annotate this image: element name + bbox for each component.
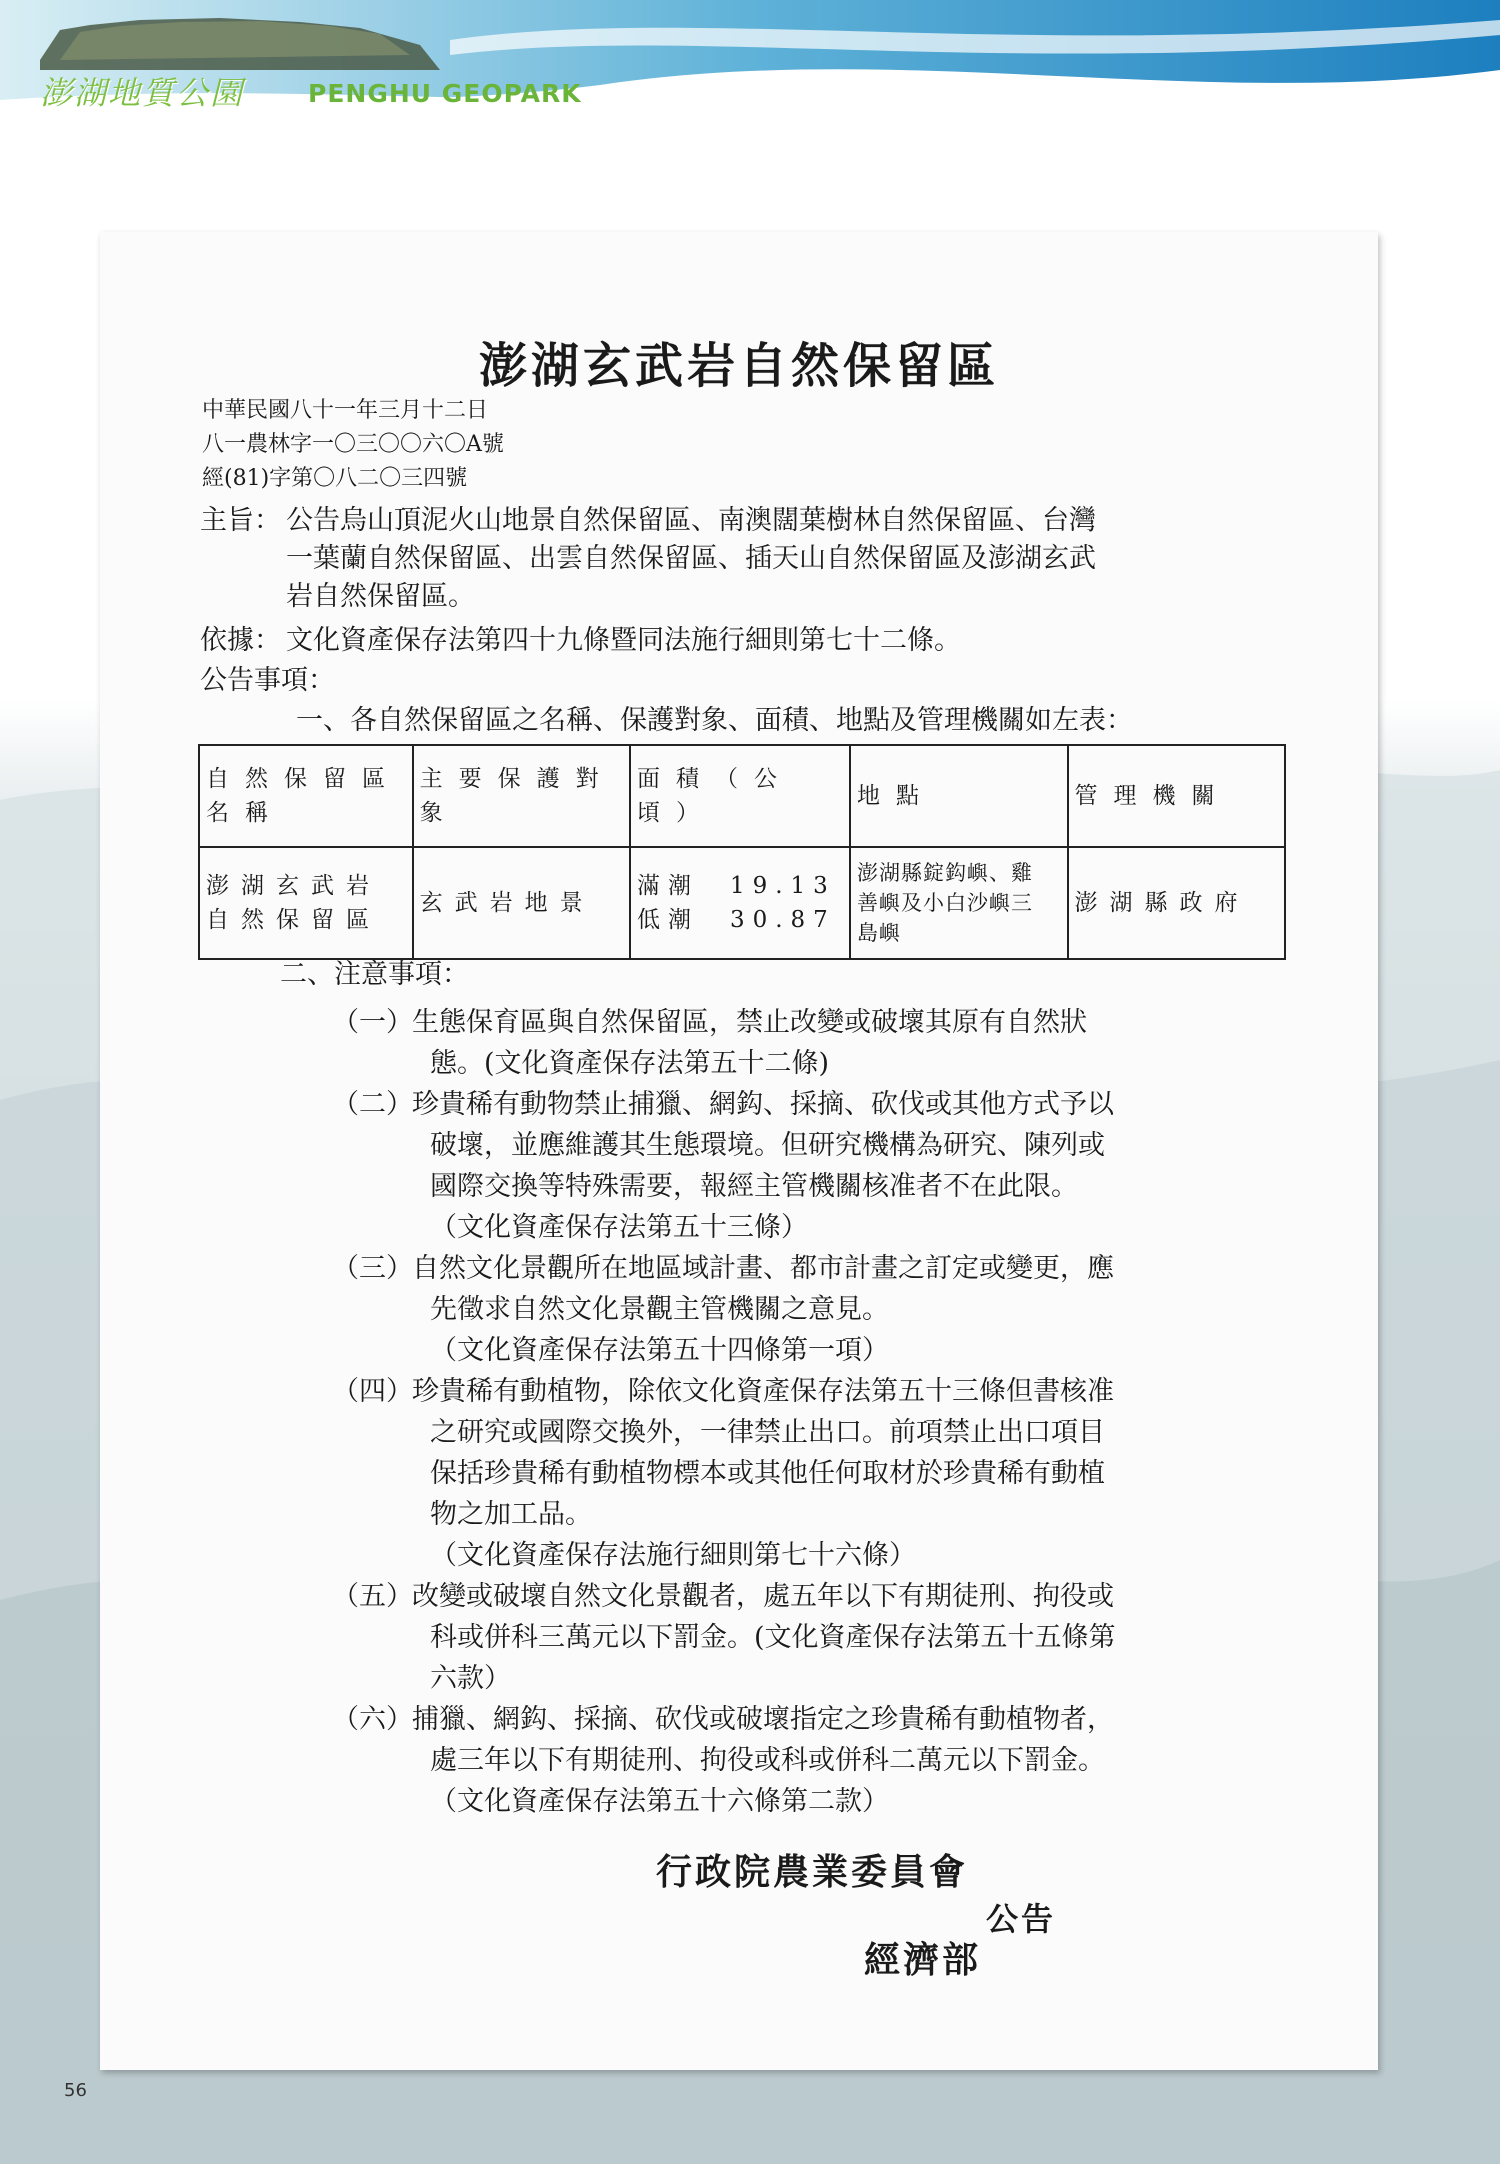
cell-line: 低潮 30.87 [636, 907, 836, 933]
note-line: 珍貴稀有動物禁止捕獵、網鈎、採摘、砍伐或其他方式予以 [412, 1089, 1114, 1120]
cell-location [850, 847, 1068, 959]
meta-ref-number-1: 八一農林字一〇三〇〇六〇A號 [202, 432, 504, 457]
cell-line: 善嶼及小白沙嶼三 [856, 891, 1033, 915]
page-number: 56 [64, 2080, 87, 2101]
cell-line: 滿潮 19.13 [636, 873, 836, 899]
banner-title-chinese: 澎湖地質公園 [40, 74, 245, 112]
note-line: 科或併科三萬元以下罰金。(文化資產保存法第五十五條第 [430, 1622, 1116, 1653]
note-line: 先徵求自然文化景觀主管機關之意見。 [430, 1294, 889, 1325]
meta-date: 中華民國八十一年三月十二日 [202, 398, 489, 423]
header-cell-location: 地點 [850, 745, 1068, 847]
note-line: 六款） [430, 1663, 511, 1694]
cell-line: 自然保留區 [206, 907, 381, 933]
cell-line: 澎湖玄武岩 [206, 873, 381, 899]
note-number: （五） [332, 1581, 413, 1612]
table-row [199, 847, 1285, 959]
note-line: 國際交換等特殊需要，報經主管機關核准者不在此限。 [430, 1171, 1078, 1202]
note-line: 之研究或國際交換外，一律禁止出口。前項禁止出口項目 [430, 1417, 1105, 1448]
item-one-heading: 一、各自然保留區之名稱、保護對象、面積、地點及管理機關如左表： [296, 705, 1133, 736]
subject-label: 主旨： [200, 505, 281, 536]
note-number: （四） [332, 1376, 413, 1407]
banner-title-english: PENGHU GEOPARK [308, 79, 582, 108]
header-cell-target: 主要保護對象 [413, 745, 630, 847]
reserve-table [198, 744, 1286, 960]
cell-reserve-name [199, 847, 413, 959]
table-header-row [199, 745, 1285, 847]
note-line: 自然文化景觀所在地區域計畫、都市計畫之訂定或變更，應 [412, 1253, 1114, 1284]
note-number: （一） [332, 1007, 413, 1038]
cell-line: 島嶼 [856, 921, 901, 945]
basis-label: 依據： [200, 625, 281, 656]
note-line: 保括珍貴稀有動植物標本或其他任何取材於珍貴稀有動植 [430, 1458, 1105, 1489]
note-citation: （文化資產保存法第五十三條） [430, 1212, 808, 1243]
document-title: 澎湖玄武岩自然保留區 [478, 338, 999, 394]
note-citation: （文化資產保存法第五十六條第二款） [430, 1786, 889, 1817]
header-cell-name: 自然保留區名稱 [199, 745, 413, 847]
meta-ref-number-2: 經(81)字第〇八二〇三四號 [202, 466, 468, 491]
cell-area [630, 847, 850, 959]
signature-agency-council: 行政院農業委員會 [656, 1851, 969, 1893]
signature-agency-economics: 經濟部 [864, 1939, 982, 1981]
signature-announce: 公告 [986, 1900, 1057, 1938]
note-line: 破壞，並應維護其生態環境。但研究機構為研究、陳列或 [430, 1130, 1105, 1161]
note-line: 捕獵、網鈎、採摘、砍伐或破壞指定之珍貴稀有動植物者， [412, 1704, 1114, 1735]
announce-label: 公告事項： [200, 665, 335, 696]
cell-protection-target: 玄武岩地景 [413, 847, 630, 959]
subject-line: 一葉蘭自然保留區、出雲自然保留區、插天山自然保留區及澎湖玄武 [286, 543, 1096, 574]
subject-line: 岩自然保留區。 [286, 581, 475, 612]
cell-agency: 澎湖縣政府 [1068, 847, 1285, 959]
note-line: 態。(文化資產保存法第五十二條) [430, 1048, 830, 1079]
item-two-heading: 二、注意事項： [280, 959, 469, 990]
note-line: 處三年以下有期徒刑、拘役或科或併科二萬元以下罰金。 [430, 1745, 1105, 1776]
subject-line: 公告烏山頂泥火山地景自然保留區、南澳闊葉樹林自然保留區、台灣 [286, 505, 1096, 536]
note-line: 物之加工品。 [430, 1499, 592, 1530]
header-cell-agency: 管理機關 [1068, 745, 1285, 847]
note-line: 珍貴稀有動植物，除依文化資產保存法第五十三條但書核准 [412, 1376, 1114, 1407]
header-banner [0, 0, 1500, 115]
note-number: （二） [332, 1089, 413, 1120]
note-number: （三） [332, 1253, 413, 1284]
basis-text: 文化資產保存法第四十九條暨同法施行細則第七十二條。 [286, 625, 961, 656]
header-cell-area: 面積（公頃） [630, 745, 850, 847]
note-citation: （文化資產保存法施行細則第七十六條） [430, 1540, 916, 1571]
note-number: （六） [332, 1704, 413, 1735]
announcement-document [100, 232, 1378, 2070]
note-line: 改變或破壞自然文化景觀者，處五年以下有期徒刑、拘役或 [412, 1581, 1114, 1612]
note-line: 生態保育區與自然保留區，禁止改變或破壞其原有自然狀 [412, 1007, 1087, 1038]
note-citation: （文化資產保存法第五十四條第一項） [430, 1335, 889, 1366]
cell-line: 澎湖縣錠鈎嶼、雞 [856, 861, 1033, 885]
